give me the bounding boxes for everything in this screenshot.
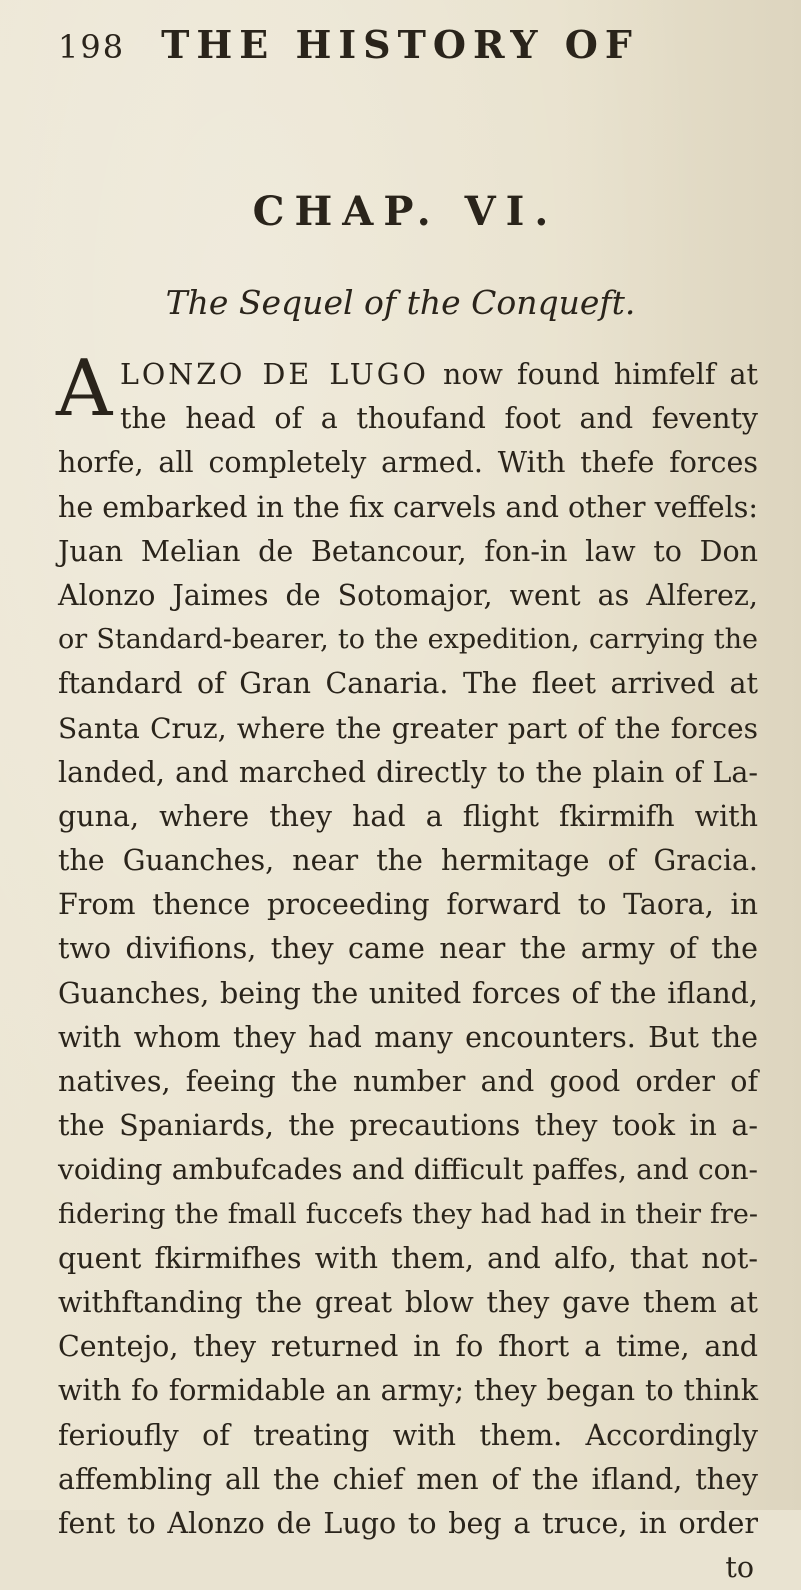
running-head: THE HISTORY OF bbox=[161, 22, 639, 67]
text-line: affembling all the chief men of the ifland, they bbox=[58, 1462, 758, 1496]
text-line: quent fkirmifhes with them, and alfo, that not- bbox=[58, 1241, 758, 1275]
drop-cap: A bbox=[56, 344, 113, 434]
text-line bbox=[58, 353, 758, 397]
text-line: Centejo, they returned in fo fhort a time, and bbox=[58, 1330, 758, 1364]
text-line: fent to Alonzo de Lugo to beg a truce, in order bbox=[58, 1506, 758, 1540]
body-text bbox=[56, 344, 759, 1590]
page-header bbox=[58, 22, 761, 68]
text-line: Alonzo Jaimes de Sotomajor, went as Alferez, bbox=[58, 578, 758, 612]
text-line: or Standard-bearer, to the expedition, carrying the bbox=[58, 624, 758, 656]
text-line: fidering the fmall fuccefs they had had in their fre- bbox=[58, 1198, 758, 1230]
text-line: Guanches, being the united forces of the ifland, bbox=[58, 976, 758, 1010]
text-line: withftanding the great blow they gave them at bbox=[58, 1285, 758, 1319]
text-line: horfe, all completely armed. With thefe forces bbox=[58, 446, 758, 480]
text-line: guna, where they had a flight fkirmifh with bbox=[58, 799, 758, 833]
text-line: Santa Cruz, where the greater part of the forces bbox=[58, 711, 758, 745]
text-line: he embarked in the fix carvels and other veffels: bbox=[58, 490, 758, 524]
text-line: Juan Melian de Betancour, fon-in law to Don bbox=[58, 534, 758, 568]
text-line: with fo formidable an army; they began to think bbox=[58, 1374, 758, 1408]
text-line: the Spaniards, the precautions they took in a- bbox=[58, 1109, 758, 1143]
text-line: voiding ambufcades and difficult paffes, and con- bbox=[58, 1153, 758, 1187]
chapter-heading: CHAP. VI. bbox=[252, 188, 559, 235]
text-line-rest: now found himfelf at bbox=[428, 358, 759, 391]
text-line: landed, and marched directly to the plain of La- bbox=[58, 755, 758, 789]
text-line: with whom they had many encounters. But the bbox=[58, 1020, 758, 1054]
page-number: 198 bbox=[58, 28, 126, 66]
text-line: From thence proceeding forward to Taora, in bbox=[58, 888, 758, 922]
catchword: to bbox=[725, 1551, 754, 1585]
text-line: ferioufly of treating with them. Accordingly bbox=[58, 1418, 758, 1452]
text-line: natives, feeing the number and good order of bbox=[58, 1065, 758, 1098]
text-line: the head of a thoufand foot and feventy bbox=[120, 402, 758, 436]
text-line: ftandard of Gran Canaria. The fleet arrived at bbox=[58, 667, 758, 701]
text-line: two divifions, they came near the army of the bbox=[58, 932, 758, 966]
opening-words: LONZO DE LUGO bbox=[120, 358, 429, 391]
text-line: the Guanches, near the hermitage of Gracia. bbox=[58, 844, 758, 878]
chapter-subtitle: The Sequel of the Conqueft. bbox=[165, 283, 636, 322]
